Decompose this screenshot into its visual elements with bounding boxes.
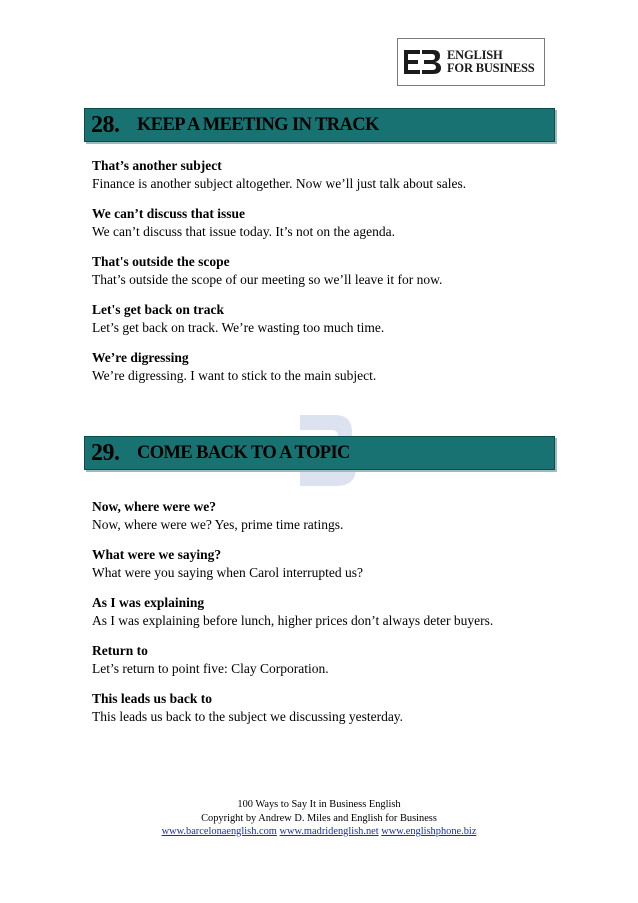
phrase: As I was explaining — [92, 595, 205, 610]
logo-line1: ENGLISH — [447, 48, 503, 62]
section-29-entries — [92, 498, 562, 738]
section-28-header — [84, 108, 555, 142]
footer-line1: 100 Ways to Say It in Business English — [237, 799, 401, 810]
example: Now, where were we? Yes, prime time ratings. — [92, 517, 344, 532]
section-number: 29. — [91, 439, 120, 466]
list-item — [92, 594, 562, 630]
footer-link-englishphone[interactable]: www.englishphone.biz — [381, 826, 477, 837]
list-item — [92, 546, 562, 582]
phrase: This leads us back to — [92, 691, 213, 706]
list-item — [92, 690, 562, 726]
logo-box — [397, 38, 545, 86]
list-item — [92, 642, 562, 678]
section-title: KEEP A MEETING IN TRACK — [137, 114, 379, 135]
list-item — [92, 253, 562, 289]
phrase: Return to — [92, 643, 148, 658]
list-item — [92, 205, 562, 241]
footer-link-madrid[interactable]: www.madridenglish.net — [279, 826, 379, 837]
phrase: That’s another subject — [92, 158, 222, 173]
footer-line2: Copyright by Andrew D. Miles and English for Business — [201, 812, 437, 824]
example: Let’s return to point five: Clay Corporation. — [92, 661, 329, 676]
section-title: COME BACK TO A TOPIC — [137, 442, 350, 463]
example: We’re digressing. I want to stick to the main subject. — [92, 368, 377, 383]
example: We can’t discuss that issue today. It’s not on the agenda. — [92, 224, 395, 239]
example: As I was explaining before lunch, higher prices don’t always deter buyers. — [92, 613, 494, 628]
list-item — [92, 349, 562, 385]
section-number: 28. — [91, 111, 120, 138]
list-item — [92, 157, 562, 193]
section-28-entries — [92, 157, 562, 397]
list-item — [92, 301, 562, 337]
list-item — [92, 498, 562, 534]
phrase: Now, where were we? — [92, 499, 216, 514]
phrase: What were we saying? — [92, 547, 222, 562]
logo-text — [447, 49, 535, 75]
section-29-header — [84, 436, 555, 470]
example: Let’s get back on track. We’re wasting too much time. — [92, 320, 385, 335]
phrase: We’re digressing — [92, 350, 189, 365]
eb-logo-icon — [403, 47, 443, 77]
footer-link-barcelona[interactable]: www.barcelonaenglish.com — [161, 826, 277, 837]
page-footer — [0, 798, 638, 839]
phrase: Let's get back on track — [92, 302, 224, 317]
phrase: We can’t discuss that issue — [92, 206, 246, 221]
logo-line2: FOR BUSINESS — [447, 61, 535, 75]
footer-links — [0, 825, 638, 839]
phrase: That's outside the scope — [92, 254, 230, 269]
example: Finance is another subject altogether. Now we’ll just talk about sales. — [92, 176, 467, 191]
example: That’s outside the scope of our meeting so we’ll leave it for now. — [92, 272, 443, 287]
example: What were you saying when Carol interrupted us? — [92, 565, 364, 580]
example: This leads us back to the subject we discussing yesterday. — [92, 709, 404, 724]
